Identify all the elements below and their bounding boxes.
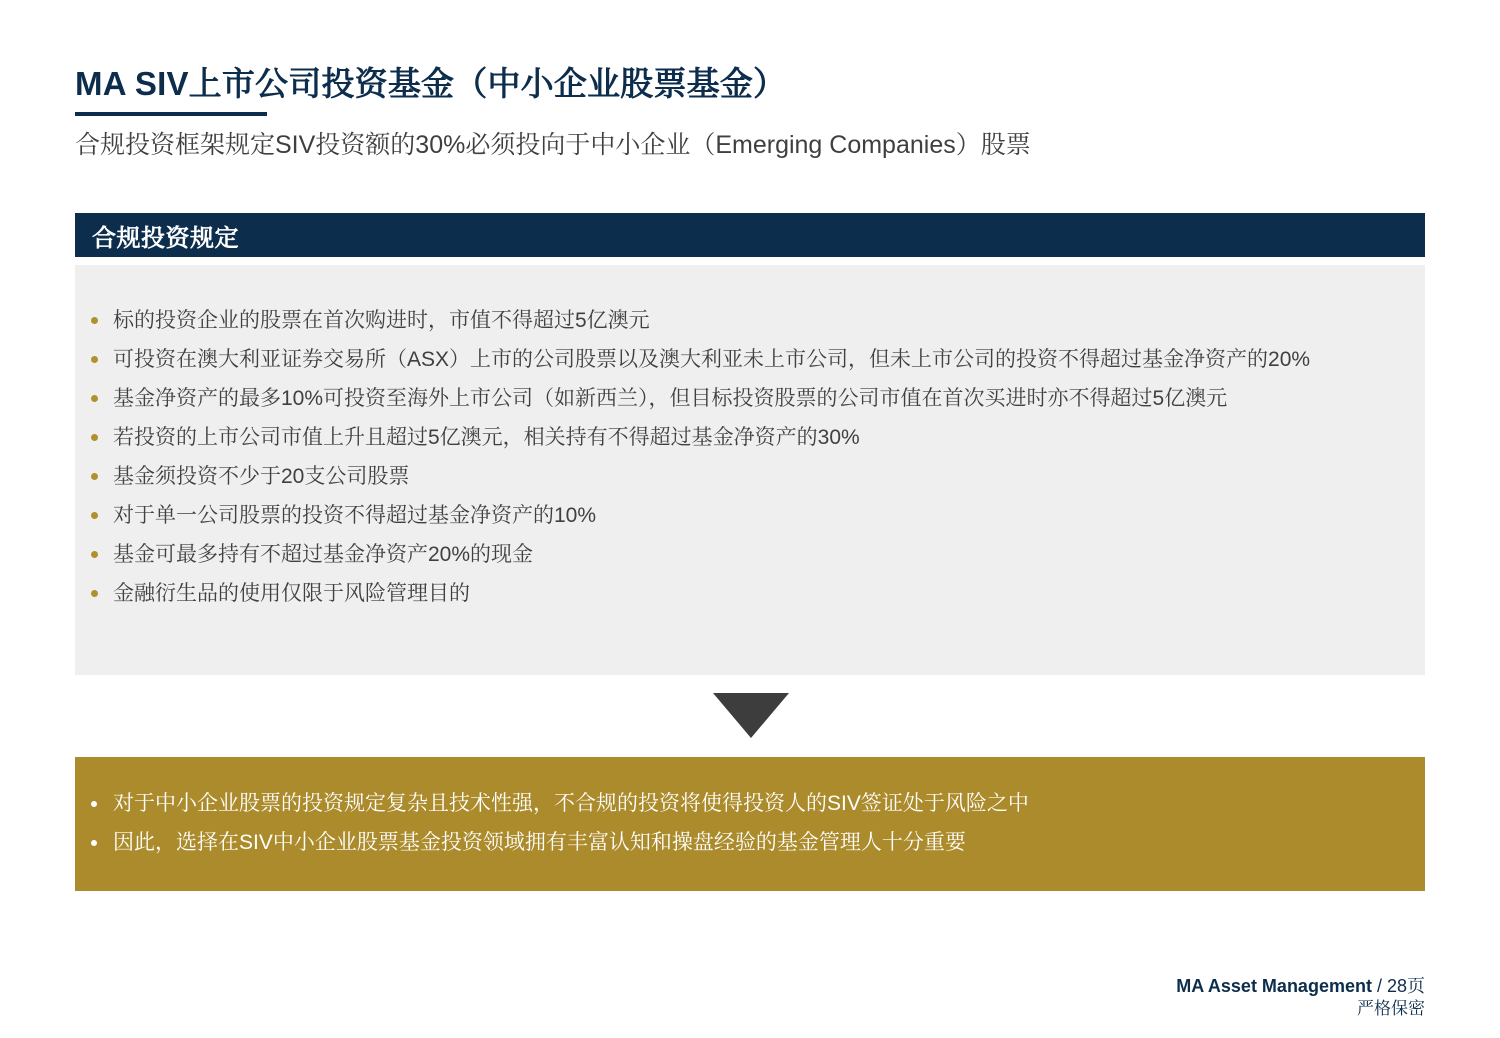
compliance-bullet-text: 标的投资企业的股票在首次购进时，市值不得超过5亿澳元 xyxy=(113,309,650,332)
compliance-bullet-text: 金融衍生品的使用仅限于风险管理目的 xyxy=(113,582,470,605)
arrow-down-icon xyxy=(713,693,789,738)
compliance-bullet-item xyxy=(75,496,1385,535)
bullet-dot-icon xyxy=(91,801,97,807)
compliance-bullet-item xyxy=(75,301,1385,340)
bullet-dot-icon xyxy=(91,395,98,402)
bullet-dot-icon xyxy=(91,512,98,519)
bullet-dot-icon xyxy=(91,590,98,597)
compliance-bullet-item xyxy=(75,418,1385,457)
compliance-bullet-text: 基金可最多持有不超过基金净资产20%的现金 xyxy=(113,543,534,566)
compliance-bullet-text: 基金须投资不少于20支公司股票 xyxy=(113,465,410,488)
compliance-rules-panel xyxy=(75,265,1425,675)
compliance-bullet-item xyxy=(75,340,1385,379)
compliance-bullet-text: 若投资的上市公司市值上升且超过5亿澳元，相关持有不得超过基金净资产的30% xyxy=(113,426,860,449)
page-title: MA SIV上市公司投资基金（中小企业股票基金） xyxy=(75,65,787,102)
compliance-bullet-text: 基金净资产的最多10%可投资至海外上市公司（如新西兰），但目标投资股票的公司市值在首次买进时亦不得超过5亿澳元 xyxy=(113,387,1228,410)
conclusion-panel xyxy=(75,757,1425,891)
bullet-dot-icon xyxy=(91,356,98,363)
title-underline xyxy=(75,112,267,116)
compliance-bullet-item xyxy=(75,457,1385,496)
bullet-dot-icon xyxy=(91,317,98,324)
footer xyxy=(1176,975,1425,1020)
compliance-bullet-item xyxy=(75,379,1385,418)
compliance-bullet-item xyxy=(75,535,1385,574)
bullet-dot-icon xyxy=(91,840,97,846)
conclusion-bullet-text: 因此，选择在SIV中小企业股票基金投资领域拥有丰富认知和操盘经验的基金管理人十分重要 xyxy=(113,831,966,854)
compliance-bullet-text: 对于单一公司股票的投资不得超过基金净资产的10% xyxy=(113,504,597,527)
bullet-dot-icon xyxy=(91,551,98,558)
compliance-bullet-text: 可投资在澳大利亚证券交易所（ASX）上市的公司股票以及澳大利亚未上市公司，但未上市公司的投资不得超过基金净资产的20% xyxy=(113,348,1311,371)
compliance-bullet-list xyxy=(75,301,1385,613)
section-header-label: 合规投资规定 xyxy=(92,224,239,252)
conclusion-bullet-item xyxy=(75,784,1385,823)
page-subtitle: 合规投资框架规定SIV投资额的30%必须投向于中小企业（Emerging Companies）股票 xyxy=(75,131,1031,159)
section-header-bar xyxy=(75,213,1425,257)
footer-brand: MA Asset Management xyxy=(1176,976,1372,996)
conclusion-bullet-text: 对于中小企业股票的投资规定复杂且技术性强，不合规的投资将使得投资人的SIV签证处于风险之中 xyxy=(113,792,1029,815)
footer-page-number: / 28页 xyxy=(1371,976,1425,996)
compliance-bullet-item xyxy=(75,574,1385,613)
bullet-dot-icon xyxy=(91,473,98,480)
conclusion-bullet-list xyxy=(75,784,1385,862)
conclusion-bullet-item xyxy=(75,823,1385,862)
footer-brand-line xyxy=(1176,975,1425,998)
footer-confidential: 严格保密 xyxy=(1357,999,1425,1018)
bullet-dot-icon xyxy=(91,434,98,441)
